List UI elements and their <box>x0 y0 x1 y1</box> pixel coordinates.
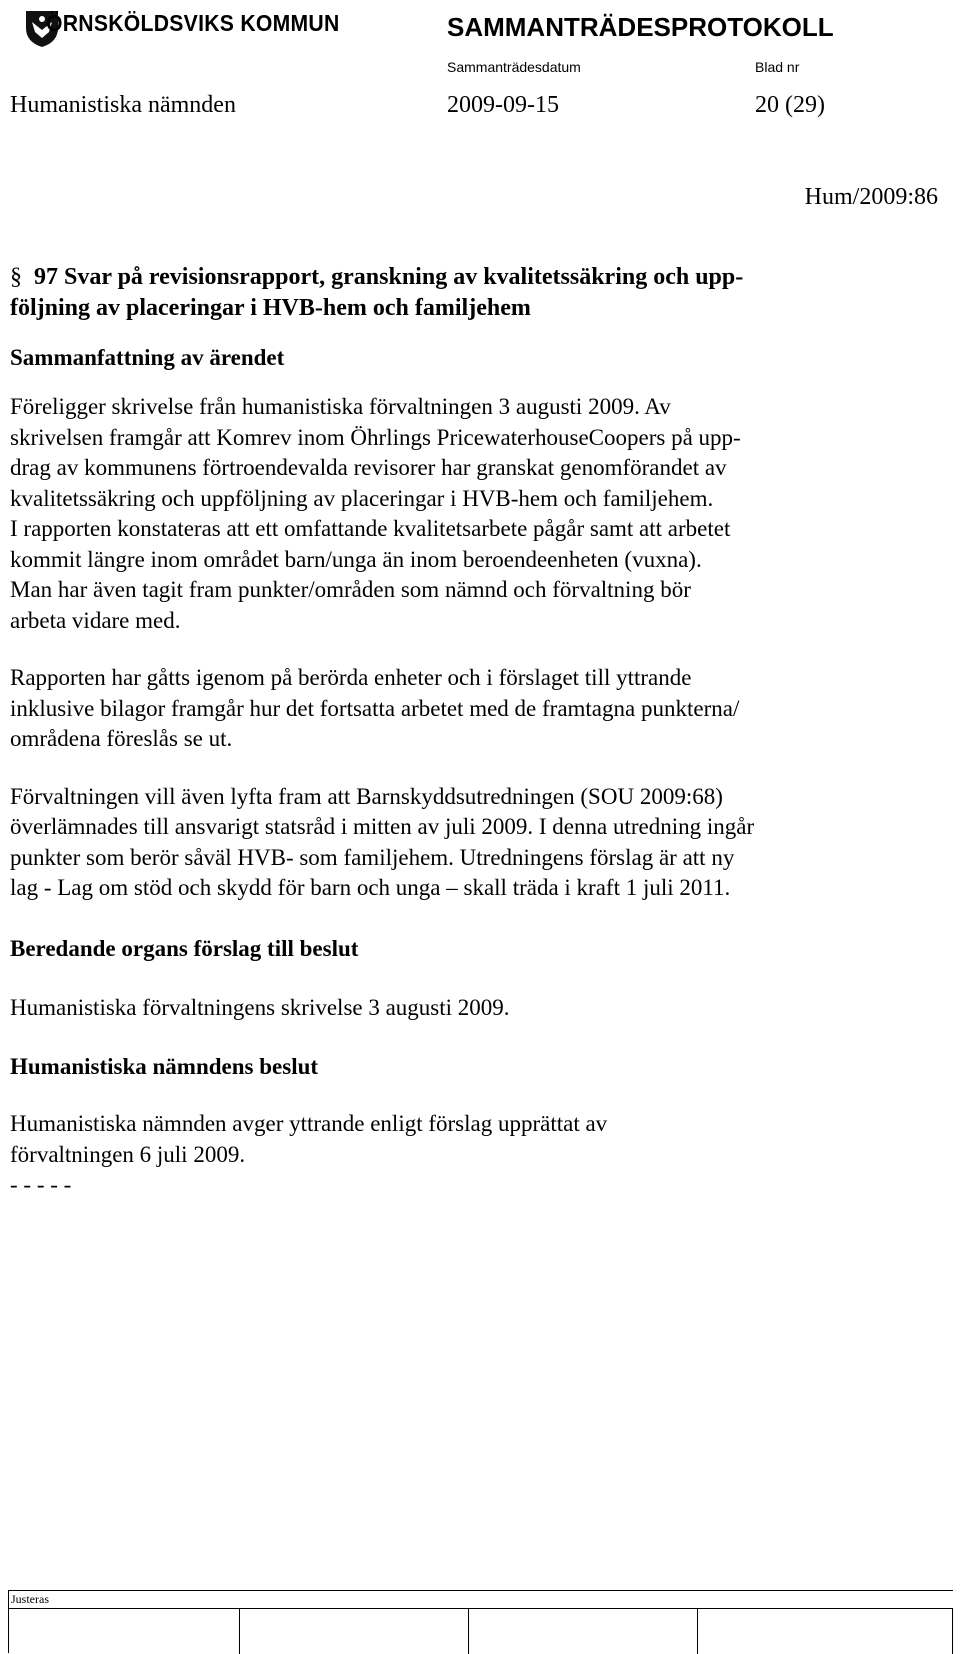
text-line: skrivelsen framgår att Komrev inom Öhrlings PricewaterhouseCoopers på upp- <box>10 424 741 450</box>
decision-heading: Humanistiska nämndens beslut <box>10 1054 319 1079</box>
page-number: 20 (29) <box>755 92 825 118</box>
decision-paragraph <box>10 1109 930 1170</box>
text-line: punkter som berör såväl HVB- som familjehem. Utredningens förslag är att ny <box>10 844 735 870</box>
committee-name: Humanistiska nämnden <box>10 92 236 118</box>
signature-cell <box>240 1609 469 1654</box>
org-name: ÖRNSKÖLDSVIKS KOMMUN <box>46 10 340 36</box>
summary-paragraph-3 <box>10 782 930 904</box>
text-line: områdena föreslås se ut. <box>10 726 233 751</box>
item-title-line-2: följning av placeringar i HVB-hem och familjehem <box>10 295 531 321</box>
text-line: kvalitetssäkring och uppföljning av placeringar i HVB-hem och familjehem. <box>10 485 714 511</box>
signature-row <box>9 1608 953 1654</box>
signature-cell <box>9 1609 240 1654</box>
end-marker: - - - - - <box>10 1172 72 1197</box>
document-type: SAMMANTRÄDESPROTOKOLL <box>447 12 834 42</box>
summary-heading: Sammanfattning av ärendet <box>10 345 285 370</box>
summary-paragraph-1 <box>10 392 930 636</box>
text-line: Rapporten har gåtts igenom på berörda enheter och i förslaget till yttrande <box>10 665 692 690</box>
text-line: överlämnades till ansvarigt statsråd i mitten av juli 2009. I denna utredning ingår <box>10 814 755 839</box>
text-line: drag av kommunens förtroendevalda revisorer har granskat genomförandet av <box>10 455 727 480</box>
signature-cell <box>698 1609 953 1654</box>
text-line: kommit längre inom området barn/unga än inom beroendeenheten (vuxna). <box>10 546 702 572</box>
signature-cell <box>469 1609 698 1654</box>
item-title-line-1: 97 Svar på revisionsrapport, granskning av kvalitetssäkring och upp- <box>34 264 744 290</box>
text-line: lag - Lag om stöd och skydd för barn och unga – skall träda i kraft 1 juli 2011. <box>10 875 731 900</box>
text-line: inklusive bilagor framgår hur det fortsatta arbetet med de framtagna punkterna/ <box>10 695 740 721</box>
date-label: Sammanträdesdatum <box>447 59 581 75</box>
item-title <box>10 262 930 293</box>
summary-paragraph-2 <box>10 663 930 755</box>
text-line: arbeta vidare med. <box>10 607 181 633</box>
text-line: Humanistiska nämnden avger yttrande enligt förslag upprättat av <box>10 1111 608 1136</box>
reference-number: Hum/2009:86 <box>804 184 938 210</box>
text-line: Föreligger skrivelse från humanistiska förvaltningen 3 augusti 2009. Av <box>10 394 671 419</box>
page-label: Blad nr <box>755 59 800 75</box>
paragraph-symbol: § <box>10 264 22 290</box>
text-line: Förvaltningen vill även lyfta fram att Barnskyddsutredningen (SOU 2009:68) <box>10 783 723 809</box>
justeras-label: Justeras <box>11 1592 49 1606</box>
proposal-heading: Beredande organs förslag till beslut <box>10 935 359 961</box>
text-line: förvaltningen 6 juli 2009. <box>10 1141 246 1167</box>
text-line: Man har även tagit fram punkter/områden som nämnd och förvaltning bör <box>10 577 691 602</box>
meeting-date: 2009-09-15 <box>447 92 559 118</box>
protocol-body <box>10 262 930 1201</box>
signature-box <box>8 1590 953 1653</box>
text-line: I rapporten konstateras att ett omfattande kvalitetsarbete pågår samt att arbetet <box>10 516 731 541</box>
proposal-text: Humanistiska förvaltningens skrivelse 3 augusti 2009. <box>10 994 510 1020</box>
